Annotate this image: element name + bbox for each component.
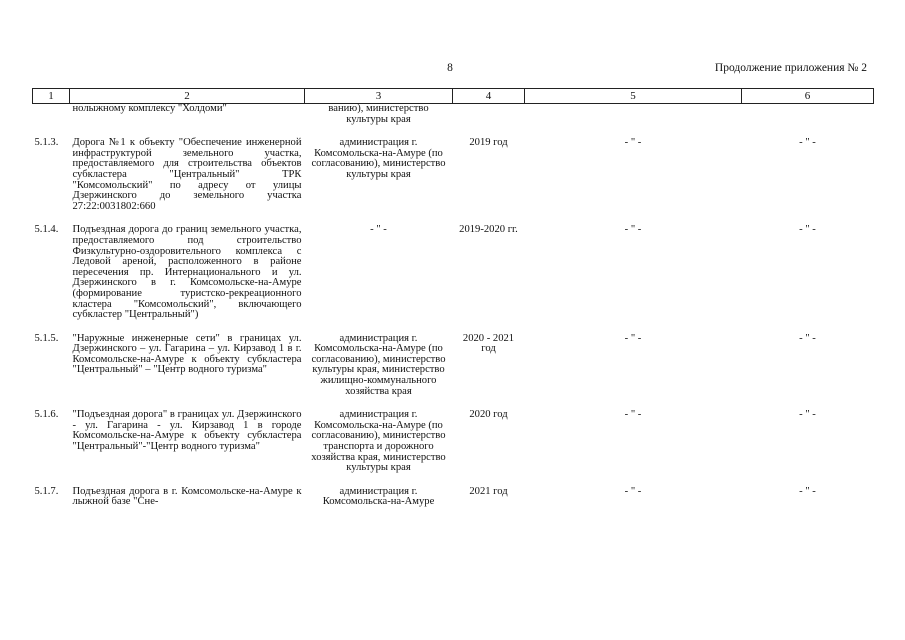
- carry-over-name: нолыжному комплексу "Холдоми": [72, 103, 227, 114]
- executor: администрация г. Комсомольска-на-Амуре (по согласованию), министерство транспорта и дорожного хозяйства края, министерство культуры края: [311, 409, 446, 474]
- object-name: Дорога №1 к объекту "Обеспечение инженерной инфраструктурой земельного участка, предоставляемого для строительства объектов субкластера "Центральный" ТРК "Комсомольский" по адресу от улицы Дзержинского до земельного участка 27:22:0031802:660: [72, 137, 302, 212]
- col5-value: - " -: [624, 332, 642, 344]
- row-number: 5.1.3.: [34, 137, 59, 149]
- col6-value: - " -: [799, 137, 816, 149]
- col5-value: - " -: [624, 224, 642, 236]
- executor: администрация г. Комсомольска-на-Амуре (по согласованию), министерство культуры края, министерство жилищно-коммунального хозяйства края: [311, 332, 446, 397]
- header-cell-4: 4: [453, 89, 525, 104]
- table-row: [33, 487, 874, 508]
- row-number: 5.1.7.: [34, 485, 59, 497]
- header-cell-5: 5: [525, 89, 742, 104]
- row-number: 5.1.5.: [34, 332, 59, 344]
- continuation-label: Продолжение приложения № 2: [714, 62, 867, 74]
- year: 2020 - 2021 год: [462, 332, 515, 355]
- col5-value: - " -: [624, 137, 642, 149]
- object-name: Подъездная дорога в г. Комсомольске-на-Амуре к лыжной базе "Сне-: [72, 485, 302, 508]
- table-row: [33, 138, 874, 212]
- header-cell-1: 1: [33, 89, 70, 104]
- year: 2019-2020 гг.: [459, 224, 518, 236]
- year: 2019 год: [469, 137, 508, 149]
- page-number: 8: [447, 62, 453, 74]
- col6-value: - " -: [799, 332, 816, 344]
- object-name: "Наружные инженерные сети" в границах ул. Дзержинского – ул. Гагарина – ул. Кирзавод 1 в г. Комсомольске-на-Амуре к объекту субкластера "Центральный" – "Центр водного туризма": [72, 332, 302, 376]
- appendix-table: [32, 88, 874, 508]
- carry-over-executor: ванию), министерство культуры края: [328, 103, 429, 125]
- executor: - " -: [370, 224, 387, 236]
- header-cell-6: 6: [742, 89, 874, 104]
- table-row: [33, 410, 874, 474]
- col5-value: - " -: [624, 409, 642, 421]
- object-name: "Подъездная дорога" в границах ул. Дзержинского - ул. Гагарина - ул. Кирзавод 1 в городе Комсомольске-на-Амуре к объекту субкластера "Центральный"-"Центр водного туризма": [72, 409, 302, 453]
- row-number: [33, 104, 70, 126]
- col5-value: - " -: [624, 485, 642, 497]
- year: 2021 год: [469, 485, 508, 497]
- table-row: [33, 225, 874, 320]
- col6-value: - " -: [799, 409, 816, 421]
- header-row: [33, 89, 874, 104]
- table-row: [33, 334, 874, 398]
- col6-value: - " -: [799, 485, 816, 497]
- executor: администрация г. Комсомольска-на-Амуре (по согласованию), министерство культуры края: [311, 137, 446, 180]
- row-number: 5.1.6.: [34, 409, 59, 421]
- object-name: Подъездная дорога до границ земельного участка, предоставляемого под строительство Физкультурно-оздоровительного комплекса с Ледовой ареной, расположенного в районе пересечения пр. Интернационального и ул. Дзержинского в г. Комсомольске-на-Амуре (формирование туристско-рекреационного кластера "Комсомольский", включающего субкластер "Центральный"): [72, 224, 302, 321]
- header-cell-2: 2: [70, 89, 305, 104]
- executor: администрация г. Комсомольска-на-Амуре: [322, 485, 435, 508]
- carry-over-row: [33, 104, 874, 126]
- col6-value: - " -: [799, 224, 816, 236]
- year: 2020 год: [469, 409, 508, 421]
- header-cell-3: 3: [305, 89, 453, 104]
- row-number: 5.1.4.: [34, 224, 59, 236]
